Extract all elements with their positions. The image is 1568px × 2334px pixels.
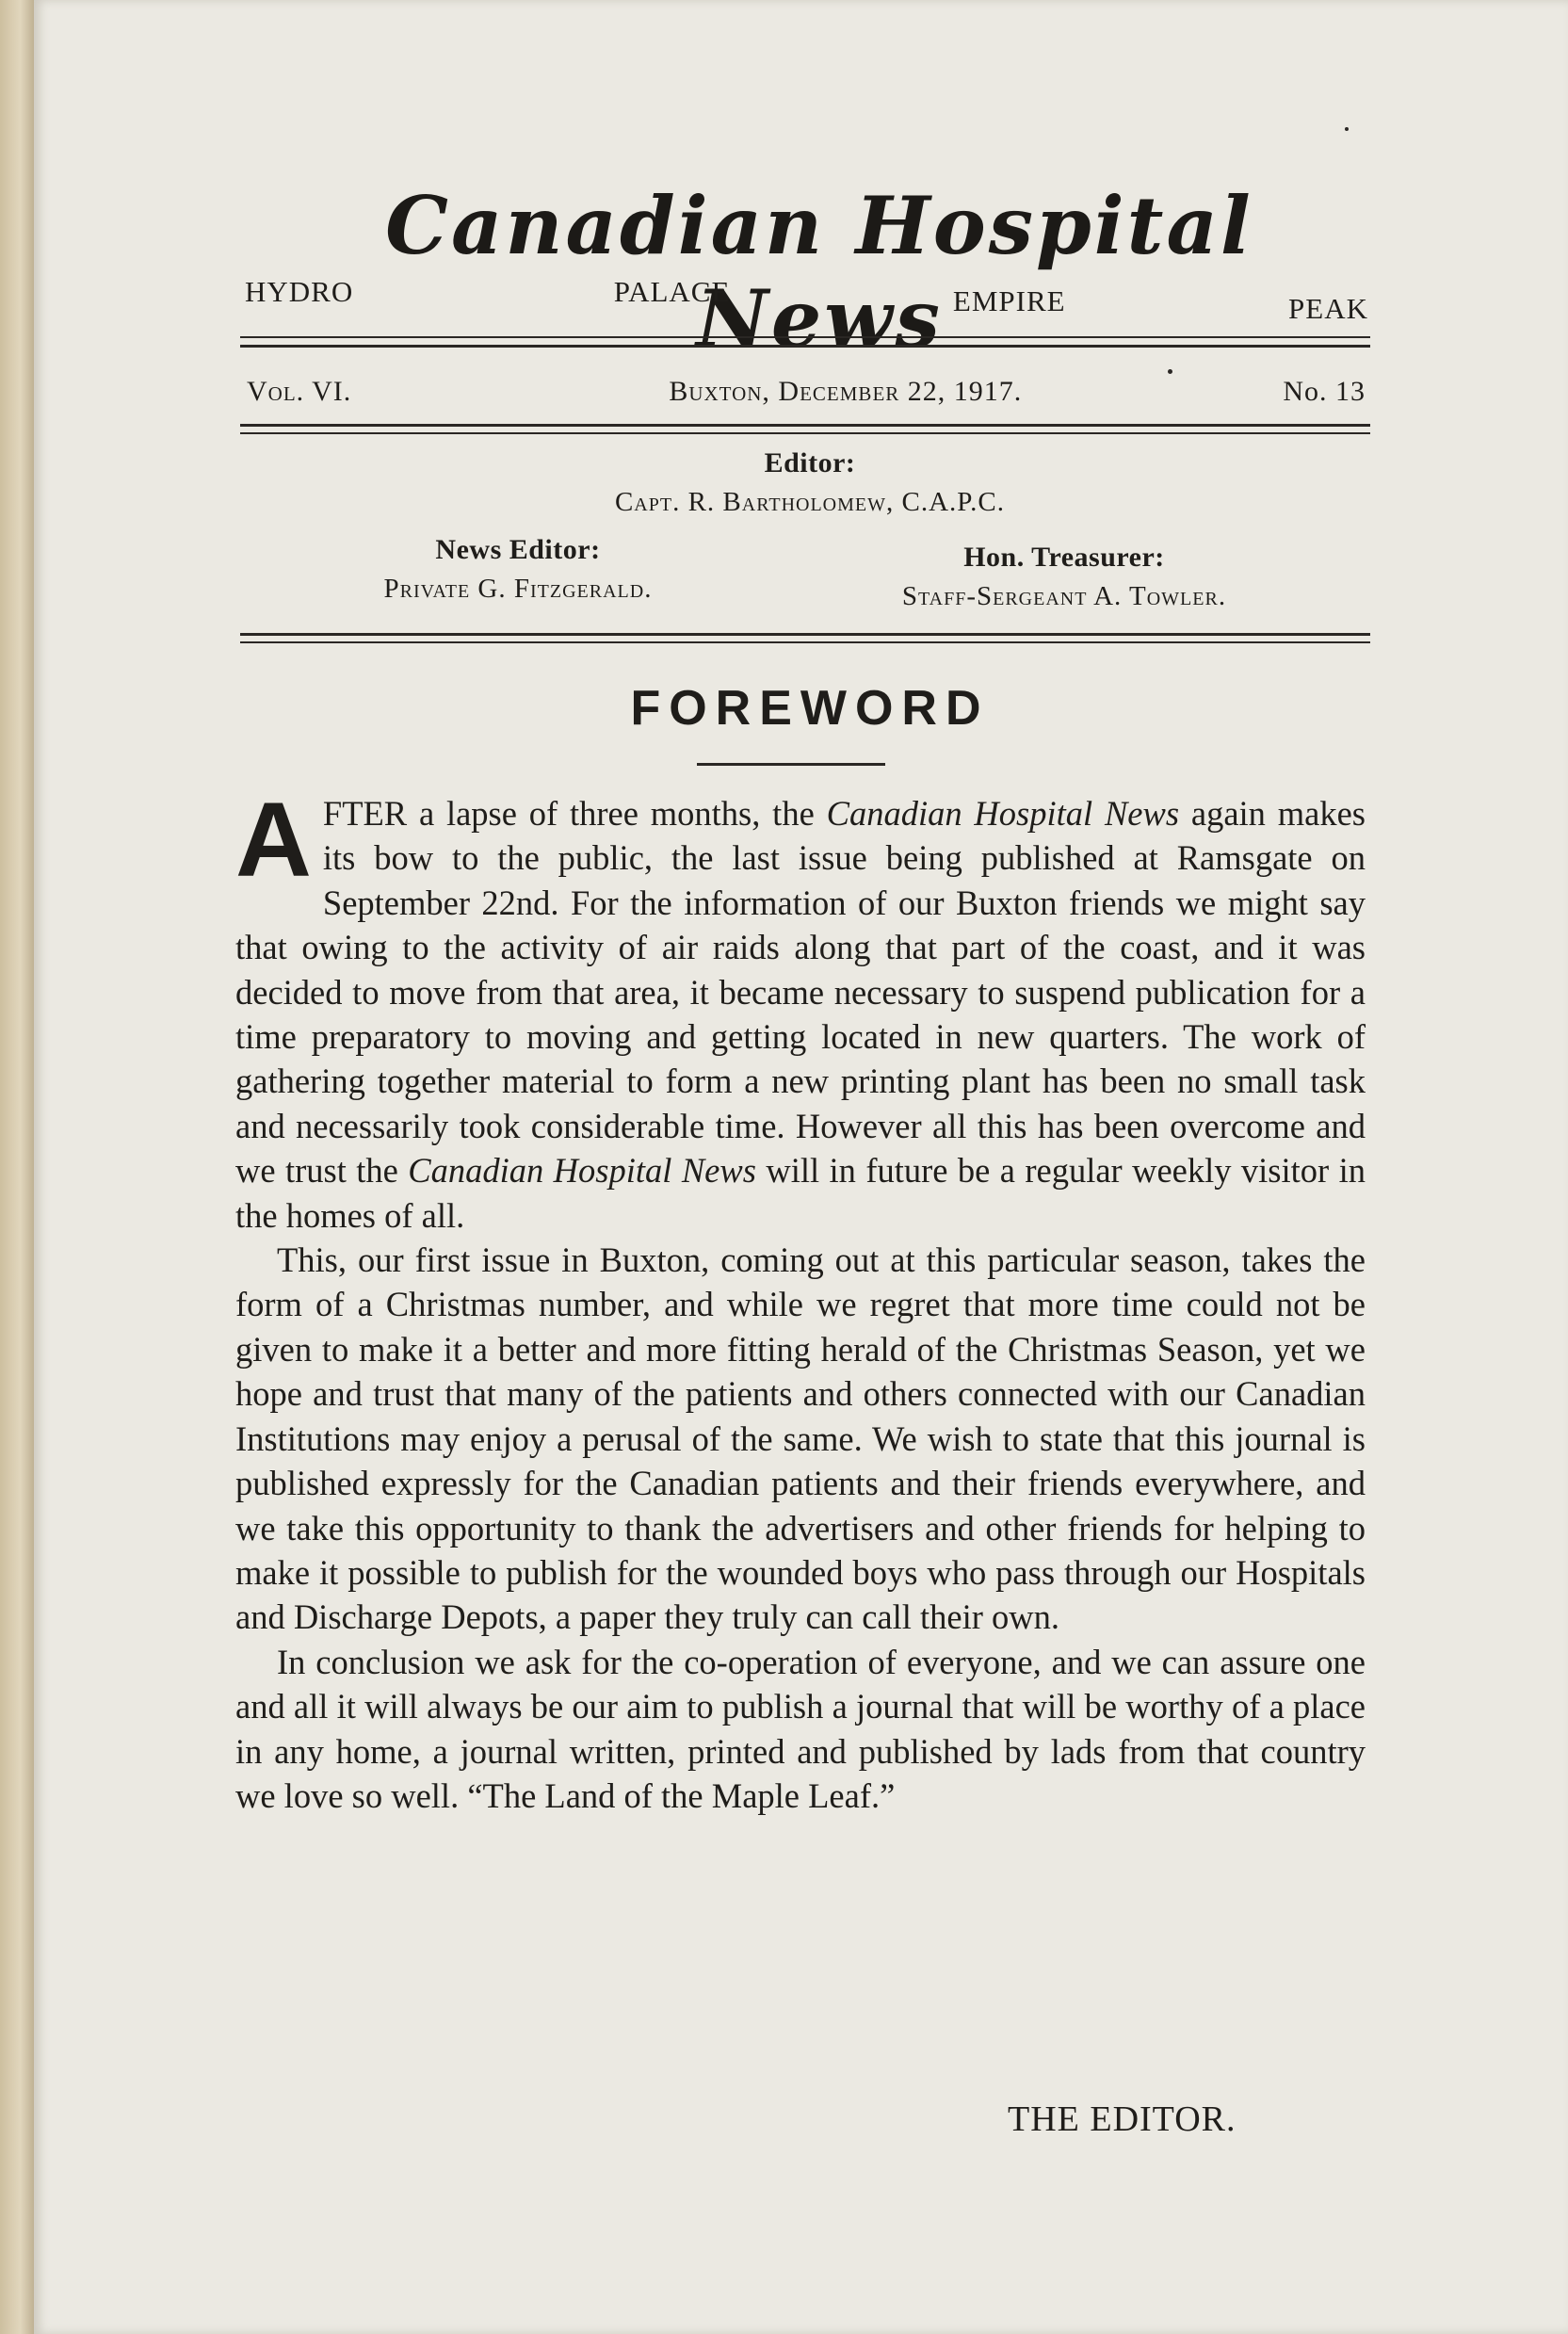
paragraph: In conclusion we ask for the co-operation of everyone, and we can assure one and all it will always be our aim to publish a journal that will be worthy of a place in any home, a journal written, printed and published by lads from that country we love so well. “The Land of the Maple Leaf.” bbox=[235, 1642, 1366, 1815]
text-run: FTER a lapse of three months, the bbox=[322, 794, 827, 833]
staff-rule bbox=[240, 641, 1370, 643]
editor-name: Capt. R. Bartholomew, C.A.P.C. bbox=[614, 487, 1006, 517]
title-underline bbox=[697, 763, 885, 766]
issue-number: No. 13 bbox=[1283, 376, 1366, 407]
ink-speck bbox=[1345, 127, 1349, 131]
hospital-name: PALACE bbox=[613, 275, 731, 308]
publication-name: Canadian Hospital News bbox=[826, 794, 1180, 833]
text-run: again makes its bow to the public, the last issue being published at Ramsgate on September 22nd. For the information of our Buxton friends we might say that owing to the activity of air raids along that part of the coast, and it was decided to move from that area, it became necessary to suspend publication for a time preparatory to moving and getting located in new quarters. The work of gathering together material to form a new printing plant has been no small task and necessarily took considerable time. However all this has been overcome and we trust the bbox=[235, 794, 1366, 1191]
news-editor-label: News Editor: bbox=[435, 534, 601, 565]
hospital-names-row bbox=[245, 275, 1368, 326]
place-date: Buxton, December 22, 1917. bbox=[669, 376, 1023, 407]
hospital-name: EMPIRE bbox=[952, 284, 1066, 317]
issue-rule bbox=[240, 432, 1370, 434]
volume-label: Vol. VI. bbox=[247, 376, 352, 407]
signature: THE EDITOR. bbox=[1008, 2099, 1237, 2139]
header-rule bbox=[240, 345, 1370, 348]
issue-rule bbox=[240, 424, 1370, 427]
treasurer-label: Hon. Treasurer: bbox=[963, 542, 1165, 573]
treasurer-name: Staff-Sergeant A. Towler. bbox=[901, 581, 1227, 611]
issue-info-row bbox=[247, 363, 1366, 408]
page-edge-strip bbox=[0, 0, 34, 2334]
paragraph: This, our first issue in Buxton, coming out at this particular season, takes the form of a Christmas number, and while we regret that more time could not be given to make it a better and more fitting herald of the Christmas Season, yet we hope and trust that many of the patients and others connected with our Canadian Institutions may enjoy a perusal of the same. We wish to state that this journal is published expressly for the Canadian patients and their friends everywhere, and we take this opportunity to thank the advertisers and other friends for helping to make it possible to publish for the wounded boys who pass through our Hospitals and Discharge Depots, a paper they truly can call their own. bbox=[235, 1240, 1366, 1637]
treasurer-block bbox=[838, 542, 1290, 612]
ink-speck bbox=[1168, 369, 1172, 374]
editor-label: Editor: bbox=[764, 447, 856, 478]
header-rule bbox=[240, 336, 1370, 338]
news-editor-name: Private G. Fitzgerald. bbox=[383, 574, 653, 604]
staff-rule bbox=[240, 633, 1370, 636]
paragraph bbox=[235, 781, 1366, 1238]
article-title: FOREWORD bbox=[630, 681, 990, 736]
text-run: will in future be a regular weekly visitor in the homes of all. bbox=[235, 1151, 1366, 1235]
drop-cap: A bbox=[235, 781, 312, 899]
article-body bbox=[235, 781, 1366, 1818]
publication-name: Canadian Hospital News bbox=[408, 1151, 756, 1191]
news-editor-block bbox=[320, 534, 716, 605]
masthead-title: Canadian Hospital News bbox=[385, 179, 1253, 365]
hospital-name: PEAK bbox=[1288, 292, 1368, 325]
hospital-name: HYDRO bbox=[245, 275, 354, 308]
editor-block bbox=[527, 447, 1092, 518]
